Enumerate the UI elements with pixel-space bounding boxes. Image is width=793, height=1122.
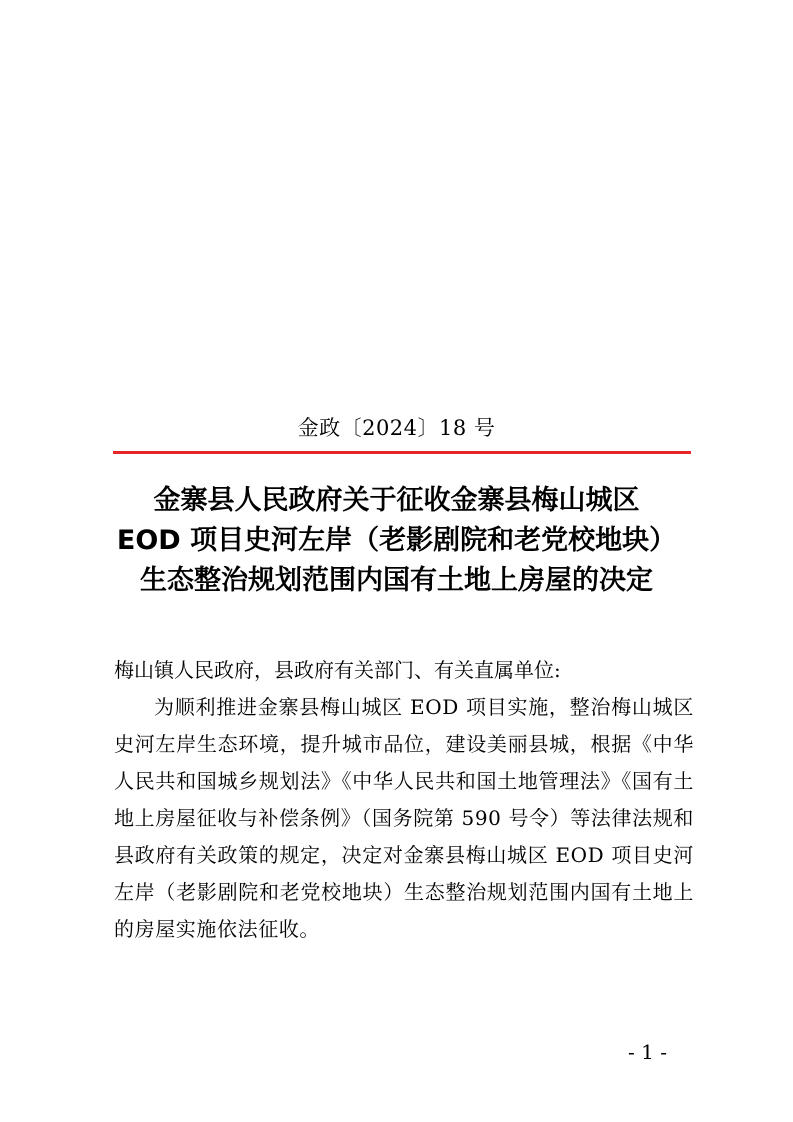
document-title <box>0 481 793 601</box>
document-body <box>114 652 694 948</box>
red-separator-line <box>113 451 691 454</box>
title-line-3: 生态整治规划范围内国有土地上房屋的决定 <box>140 565 653 596</box>
title-line-2: EOD 项目史河左岸（老影剧院和老党校地块） <box>116 525 677 556</box>
page-number: - 1 - <box>628 1040 667 1064</box>
body-paragraph: 为顺利推进金寨县梅山城区 EOD 项目实施，整治梅山城区史河左岸生态环境，提升城市品位，建设美丽县城，根据《中华人民共和国城乡规划法》《中华人民共和国土地管理法》《国有土地上房屋征收与补偿条例》（国务院第 590 号令）等法律法规和县政府有关政策的规定，决定对金寨县梅山城区 EOD 项目史河左岸（老影剧院和老党校地块）生态整治规划范围内国有土地上的房屋实施依法征收。 <box>114 695 694 941</box>
salutation: 梅山镇人民政府，县政府有关部门、有关直属单位: <box>114 658 561 682</box>
title-line-1: 金寨县人民政府关于征收金寨县梅山城区 <box>153 485 640 516</box>
document-number: 金政〔2024〕18 号 <box>297 416 496 440</box>
